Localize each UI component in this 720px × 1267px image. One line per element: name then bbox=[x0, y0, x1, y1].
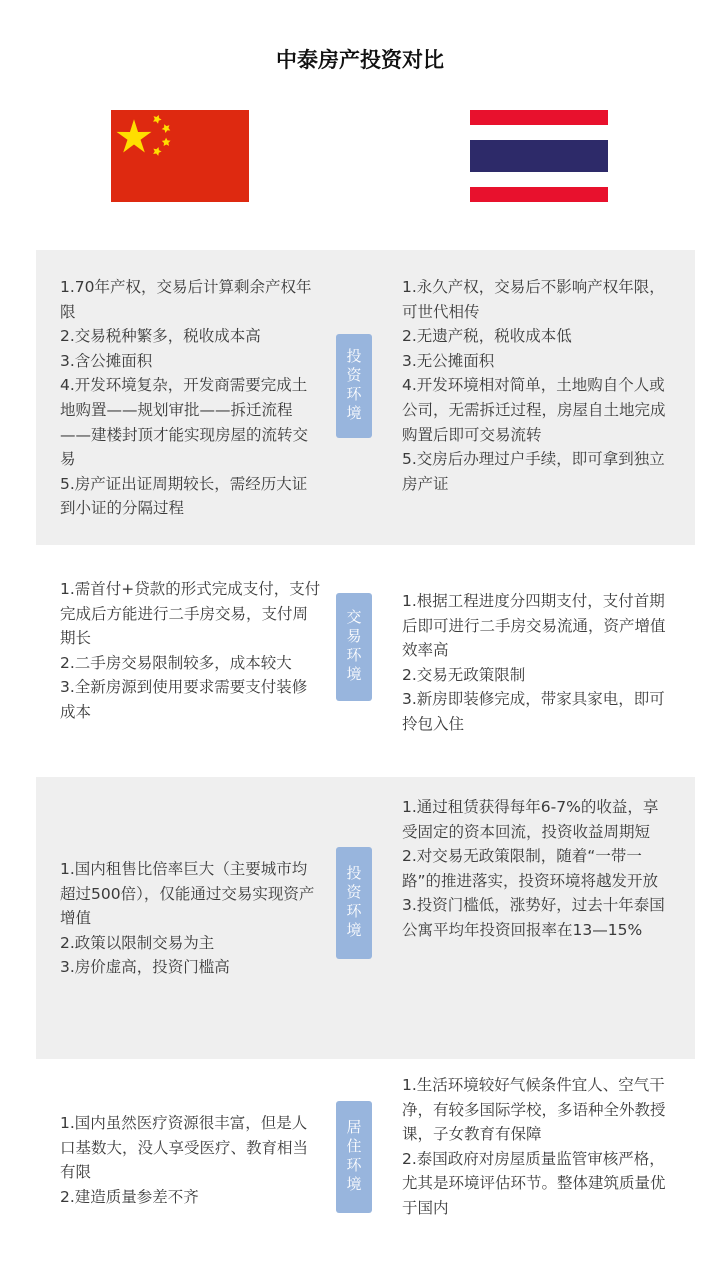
section-tag bbox=[336, 593, 372, 701]
china-flag-stars bbox=[111, 110, 249, 202]
china-points: 1.70年产权，交易后计算剩余产权年限 2.交易税种繁多，税收成本高 3.含公摊面积 4.开发环境复杂，开发商需要完成土地购置——规划审批——拆迁流程——建楼封顶才能实现房屋的流转交易 5.房产证出证周期较长，需经历大证到小证的分隔过程 bbox=[60, 278, 312, 518]
section-tag-label: 投资环境 bbox=[344, 865, 363, 941]
thailand-points: 1.根据工程进度分四期支付，支付首期后即可进行二手房交易流通，资产增值效率高 2.交易无政策限制 3.新房即装修完成，带家具家电，即可拎包入住 bbox=[402, 592, 666, 733]
comparison-section-living bbox=[36, 1059, 695, 1267]
china-points: 1.国内租售比倍率巨大（主要城市均超过500倍），仅能通过交易实现资产增值 2.政策以限制交易为主 3.房价虚高，投资门槛高 bbox=[60, 860, 315, 977]
thailand-points: 1.通过租赁获得每年6-7%的收益，享受固定的资本回流，投资收益周期短 2.对交易无政策限制，随着“一带一路”的推进落实，投资环境将越发开放 3.投资门槛低，涨势好，过去十年泰国公寓平均年投资回报率在13—15% bbox=[402, 798, 665, 939]
thailand-points: 1.生活环境较好气候条件宜人、空气干净，有较多国际学校，多语种全外教授课，子女教育有保障 2.泰国政府对房屋质量监管审核严格，尤其是环境评估环节。整体建筑质量优于国内 bbox=[402, 1076, 666, 1217]
china-points: 1.国内虽然医疗资源很丰富，但是人口基数大，没人享受医疗、教育相当有限 2.建造质量参差不齐 bbox=[60, 1114, 309, 1206]
section-tag-label: 交易环境 bbox=[344, 609, 363, 685]
thailand-points: 1.永久产权，交易后不影响产权年限，可世代相传 2.无遗产税，税收成本低 3.无公摊面积 4.开发环境相对简单，土地购自个人或公司，无需拆迁过程，房屋自土地完成购置后即可交易流转 5.交房后办理过户手续，即可拿到独立房产证 bbox=[402, 278, 666, 493]
thailand-flag-stripes bbox=[470, 110, 608, 202]
china-flag bbox=[111, 110, 249, 202]
section-tag-label: 居住环境 bbox=[344, 1119, 363, 1195]
page-title: 中泰房产投资对比 bbox=[276, 48, 444, 72]
section-tag-label: 投资环境 bbox=[344, 348, 363, 424]
comparison-section-trading bbox=[36, 545, 695, 777]
china-points: 1.需首付+贷款的形式完成支付，支付完成后方能进行二手房交易，支付周期长 2.二手房交易限制较多，成本较大 3.全新房源到使用要求需要支付装修成本 bbox=[60, 580, 321, 721]
section-tag bbox=[336, 847, 372, 959]
comparison-section-investment-2 bbox=[36, 777, 695, 1059]
thailand-flag bbox=[470, 110, 608, 202]
comparison-section-investment bbox=[36, 250, 695, 545]
section-tag bbox=[336, 334, 372, 438]
section-tag bbox=[336, 1101, 372, 1213]
